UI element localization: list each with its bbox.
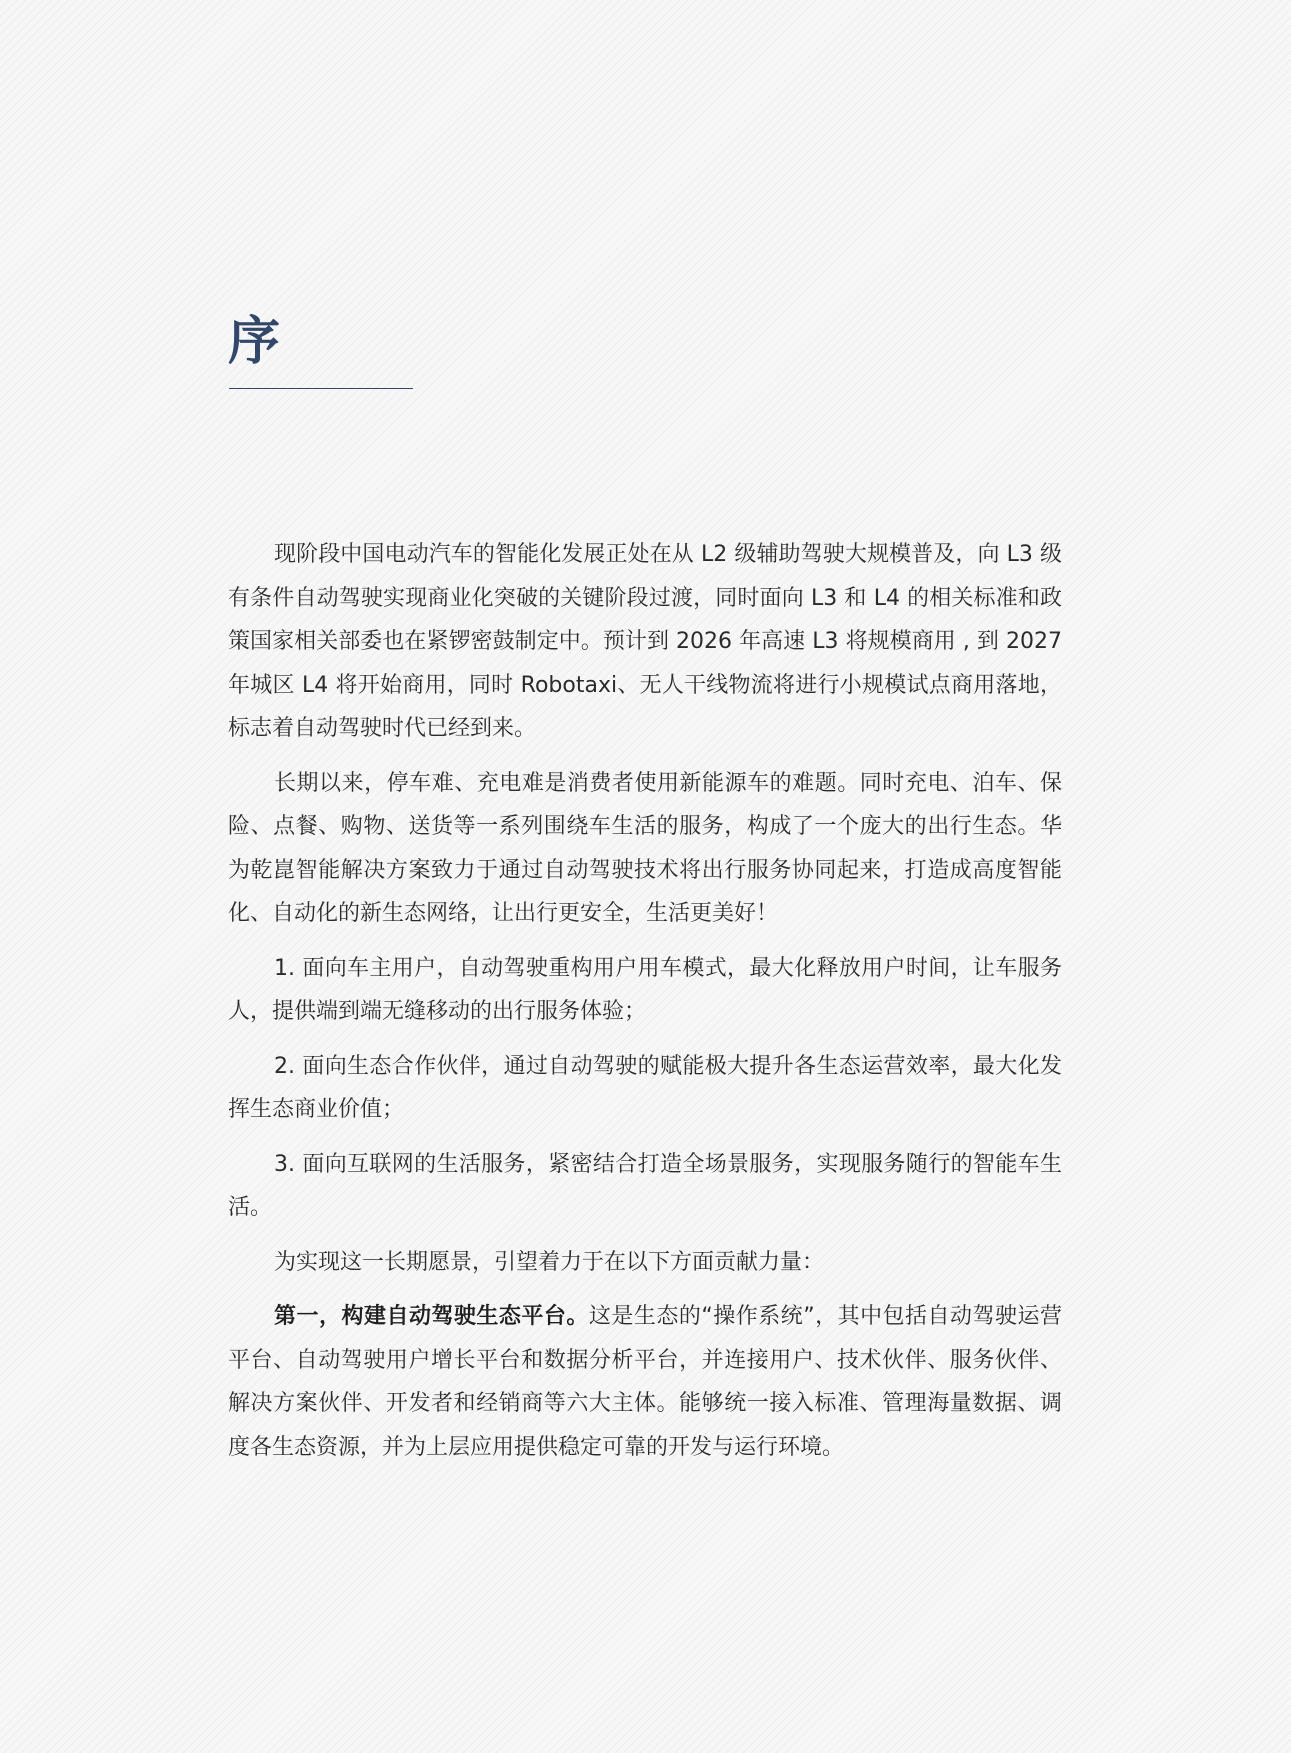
paragraph-ecosystem: 长期以来，停车难、充电难是消费者使用新能源车的难题。同时充电、泊车、保险、点餐、购物、送货等一系列围绕车生活的服务，构成了一个庞大的出行生态。华为乾崑智能解决方案致力于通过自动驾驶技术将出行服务协同起来，打造成高度智能化、自动化的新生态网络，让出行更安全，生活更美好！ bbox=[228, 770, 1062, 926]
paragraph-vision: 为实现这一长期愿景，引望着力于在以下方面贡献力量： bbox=[274, 1249, 825, 1275]
body-text bbox=[228, 533, 1062, 1480]
list-item-1: 1. 面向车主用户，自动驾驶重构用户用车模式，最大化释放用户时间，让车服务人，提供端到端无缝移动的出行服务体验； bbox=[228, 955, 1062, 1024]
list-item-2: 2. 面向生态合作伙伴，通过自动驾驶的赋能极大提升各生态运营效率，最大化发挥生态商业价值； bbox=[228, 1053, 1062, 1122]
list-item-3: 3. 面向互联网的生活服务，紧密结合打造全场景服务，实现服务随行的智能车生活。 bbox=[228, 1151, 1062, 1220]
paragraph-intro: 现阶段中国电动汽车的智能化发展正处在从 L2 级辅助驾驶大规模普及，向 L3 级有条件自动驾驶实现商业化突破的关键阶段过渡，同时面向 L3 和 L4 的相关标准和政策国家相关部委也在紧锣密鼓制定中。预计到 2026 年高速 L3 将规模商用 , 到 2027 年城区 L4 将开始商用，同时 Robotaxi、无人干线物流将进行小规模试点商用落地，标志着自动驾驶时代已经到来。 bbox=[228, 542, 1062, 741]
paragraph-platform: 第一，构建自动驾驶生态平台。这是生态的“操作系统”，其中包括自动驾驶运营平台、自动驾驶用户增长平台和数据分析平台，并连接用户、技术伙伴、服务伙伴、解决方案伙伴、开发者和经销商等六大主体。能够统一接入标准、管理海量数据、调度各生态资源，并为上层应用提供稳定可靠的开发与运行环境。 bbox=[228, 1304, 1062, 1460]
section-title: 序 bbox=[228, 312, 282, 372]
title-underline bbox=[229, 388, 413, 389]
bold-lead-in: 第一，构建自动驾驶生态平台。 bbox=[274, 1304, 589, 1329]
